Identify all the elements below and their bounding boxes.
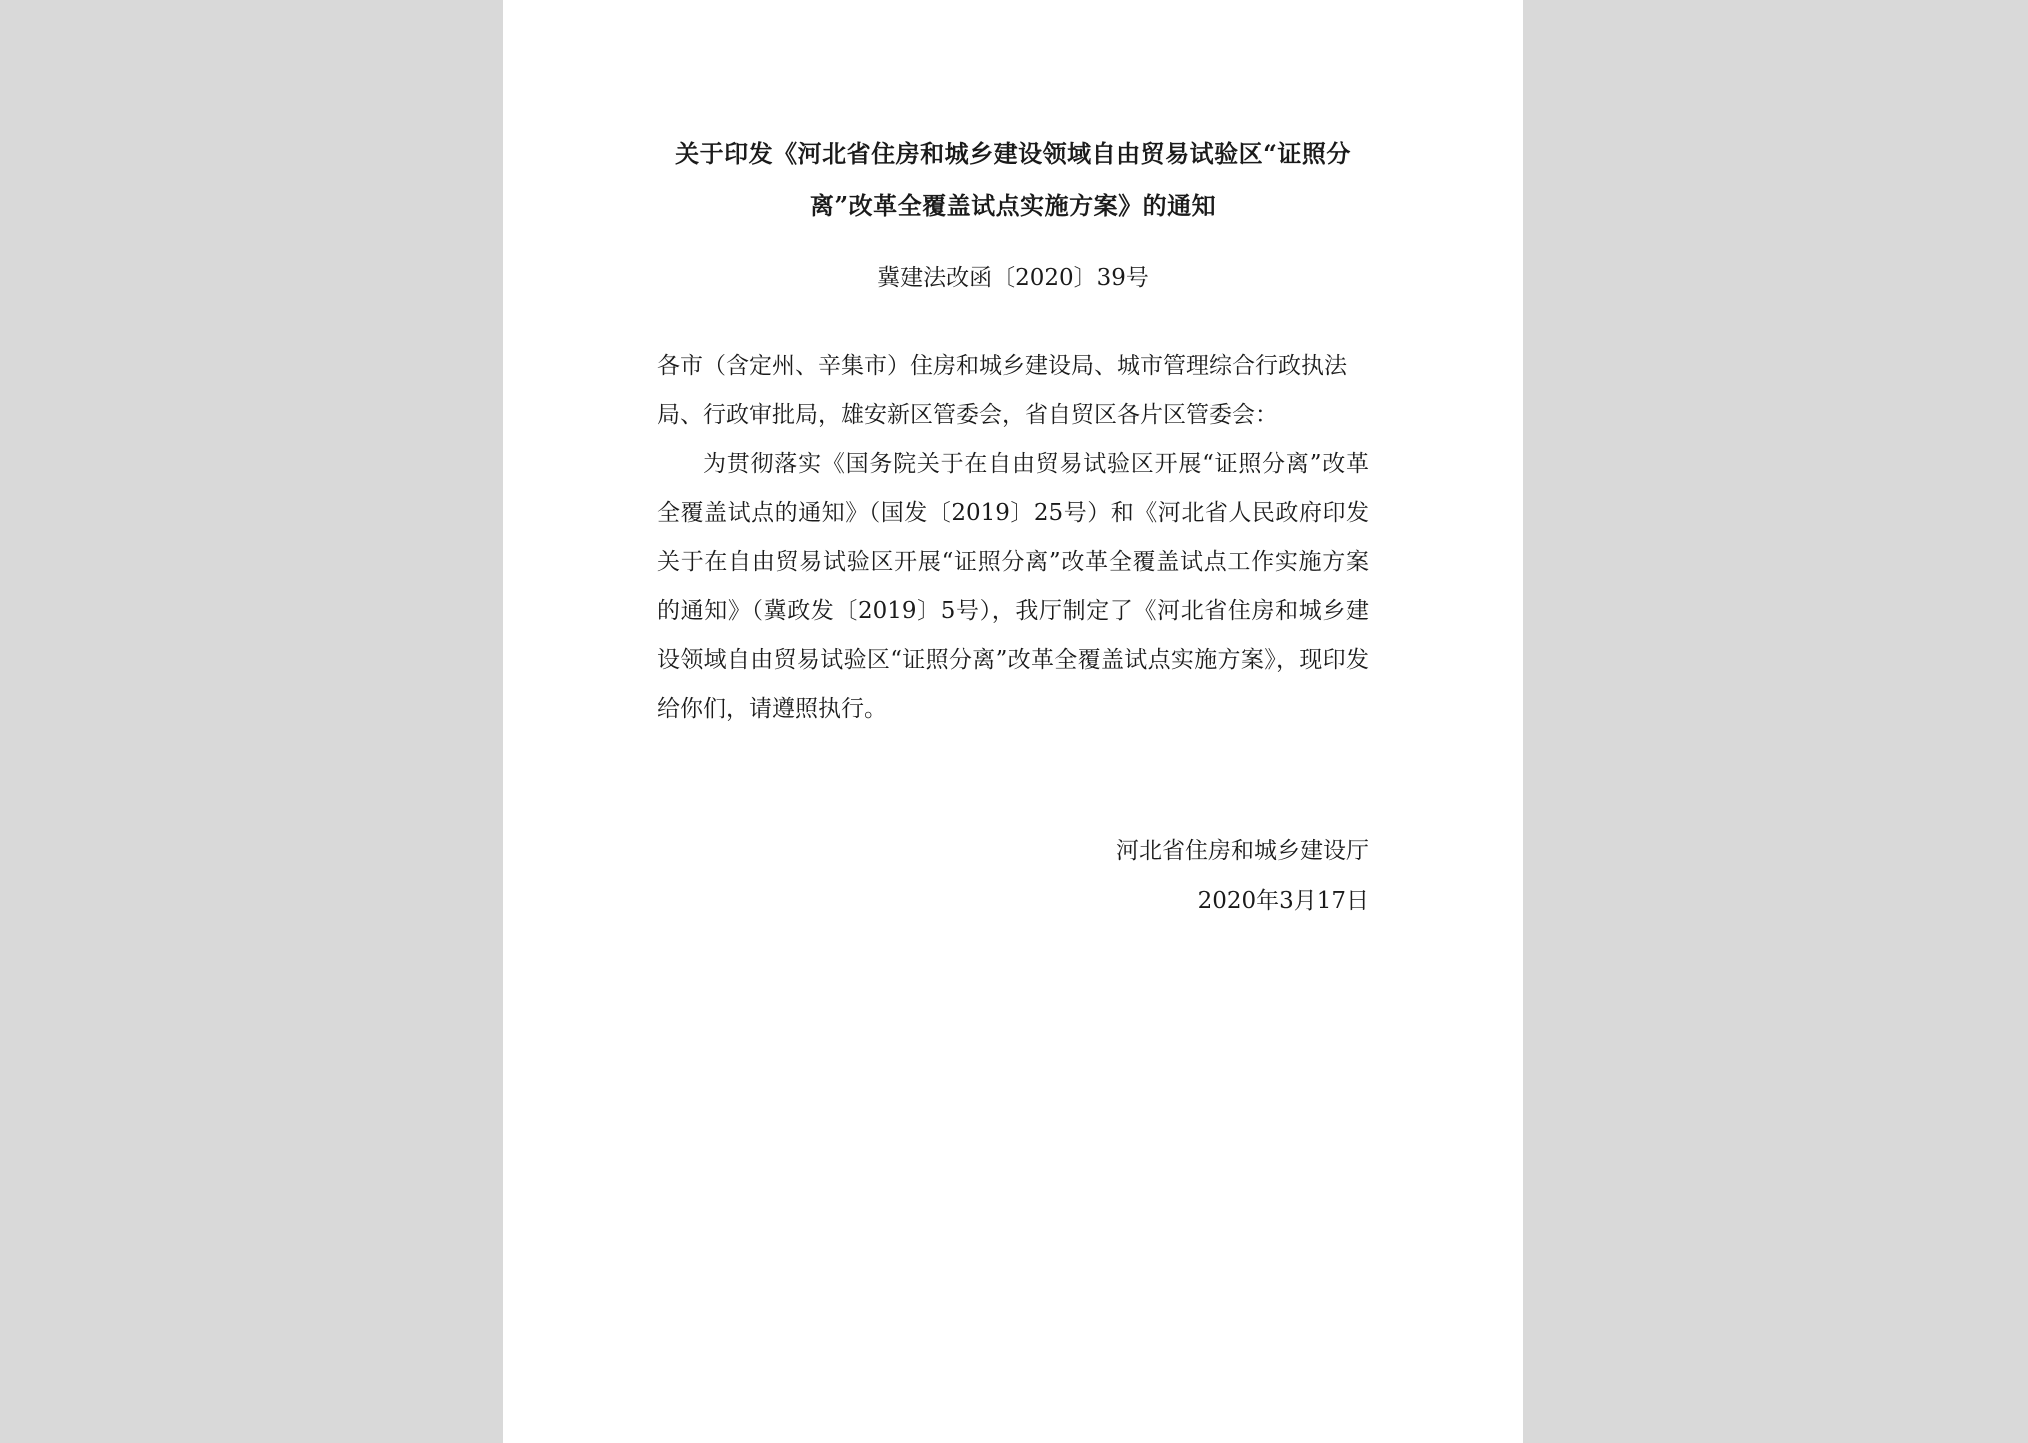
issue-date: 2020年3月17日 [1197,888,1369,914]
document-page [503,0,1523,1443]
signature-block [657,826,1369,926]
issuer-name: 河北省住房和城乡建设厅 [1116,838,1369,864]
document-content [657,128,1369,926]
recipient-line: 各市（含定州、辛集市）住房和城乡建设局、城市管理综合行政执法局、行政审批局，雄安新区管委会，省自贸区各片区管委会： [657,353,1347,428]
document-number: 冀建法改函〔2020〕39号 [877,265,1149,291]
document-title: 关于印发《河北省住房和城乡建设领域自由贸易试验区“证照分离”改革全覆盖试点实施方案》的通知 [675,139,1351,220]
body-paragraph: 为贯彻落实《国务院关于在自由贸易试验区开展“证照分离”改革全覆盖试点的通知》（国发〔2019〕25号）和《河北省人民政府印发关于在自由贸易试验区开展“证照分离”改革全覆盖试点工作实施方案的通知》（冀政发〔2019〕5号），我厅制定了《河北省住房和城乡建设领域自由贸易试验区“证照分离”改革全覆盖试点实施方案》，现印发给你们，请遵照执行。 [657,451,1369,722]
